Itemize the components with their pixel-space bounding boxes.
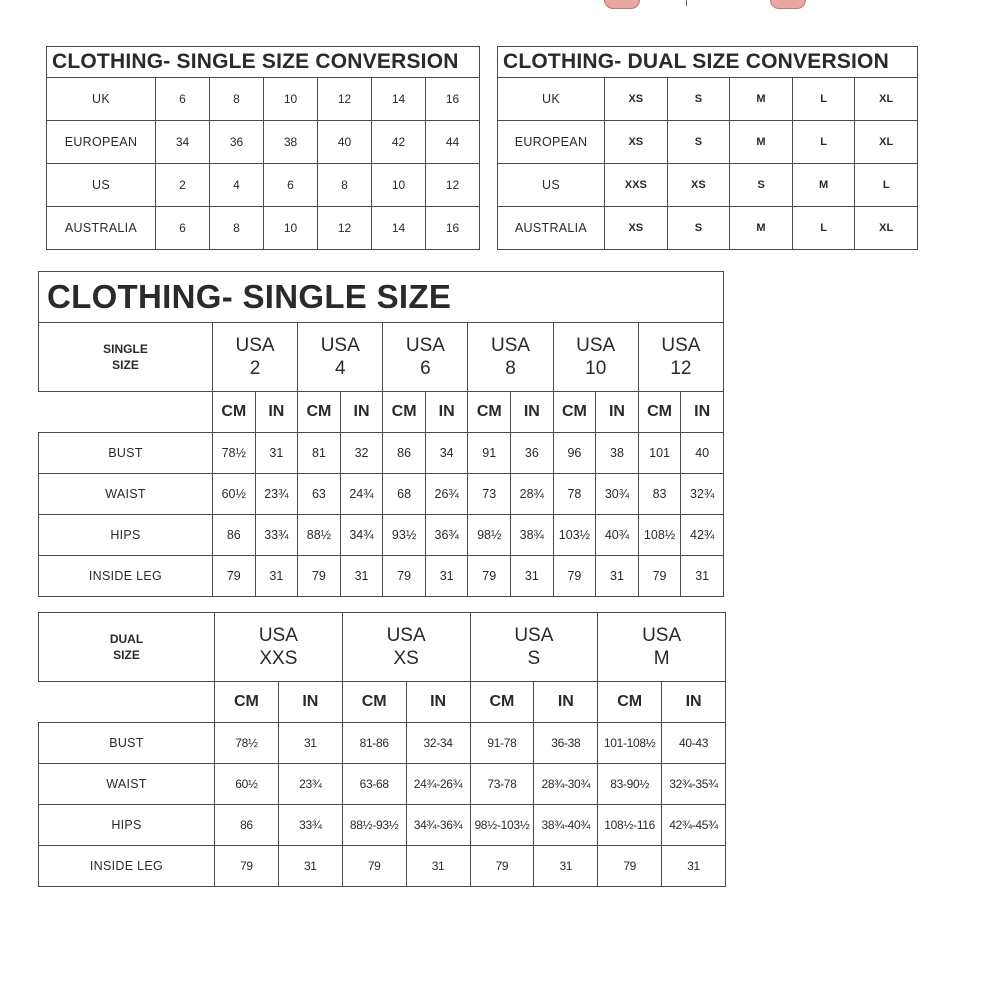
table-cell: 40 <box>681 433 724 474</box>
table-cell: 30¾ <box>596 474 639 515</box>
table-cell: 79 <box>215 846 279 887</box>
table-cell: 31 <box>662 846 726 887</box>
size-column-header <box>342 613 470 682</box>
table-cell: 42¾ <box>681 515 724 556</box>
table-cell: 23¾ <box>278 764 342 805</box>
single-conversion-title: CLOTHING- SINGLE SIZE CONVERSION <box>47 47 480 78</box>
table-row <box>39 846 726 887</box>
table-cell: 31 <box>425 556 468 597</box>
table-cell: 86 <box>215 805 279 846</box>
row-label: WAIST <box>39 474 213 515</box>
row-label: EUROPEAN <box>47 121 156 164</box>
row-label: UK <box>498 78 605 121</box>
size-number: 10 <box>585 358 607 379</box>
unit-cm: CM <box>598 682 662 723</box>
size-country: USA <box>642 625 682 646</box>
table-cell: XS <box>605 207 668 250</box>
blank-cell <box>39 392 213 433</box>
table-cell: 101 <box>638 433 681 474</box>
dual-size-header-label <box>39 613 215 682</box>
table-cell: XL <box>855 121 918 164</box>
table-cell: 31 <box>406 846 470 887</box>
unit-in: IN <box>681 392 724 433</box>
dual-size-conversion-table <box>497 46 918 250</box>
table-cell: 83-90½ <box>598 764 662 805</box>
size-column-header <box>383 323 468 392</box>
table-cell: 24¾-26¾ <box>406 764 470 805</box>
table-cell: 8 <box>210 207 264 250</box>
size-label: XXS <box>259 648 298 669</box>
table-cell: 103½ <box>553 515 596 556</box>
table-row <box>498 78 918 121</box>
header-line: SINGLE <box>103 342 148 356</box>
size-column-header <box>598 613 726 682</box>
table-cell: 34¾-36¾ <box>406 805 470 846</box>
size-country: USA <box>235 335 275 356</box>
table-cell: 36¾ <box>425 515 468 556</box>
header-line: SIZE <box>112 358 139 372</box>
header-line: DUAL <box>109 632 144 646</box>
table-cell: 60½ <box>213 474 256 515</box>
table-cell: 42¾-45¾ <box>662 805 726 846</box>
unit-cm: CM <box>342 682 406 723</box>
size-column-header <box>215 613 343 682</box>
table-cell: 36-38 <box>534 723 598 764</box>
unit-in: IN <box>340 392 383 433</box>
table-cell: 16 <box>426 78 480 121</box>
table-row <box>498 207 918 250</box>
table-cell: 79 <box>342 846 406 887</box>
unit-in: IN <box>596 392 639 433</box>
table-cell: 40-43 <box>662 723 726 764</box>
blank-cell <box>39 682 215 723</box>
table-row <box>39 805 726 846</box>
size-country: USA <box>320 335 360 356</box>
top-image-fragment-right <box>770 0 806 9</box>
unit-header-row <box>39 392 724 433</box>
unit-in: IN <box>534 682 598 723</box>
table-row <box>47 78 480 121</box>
table-cell: 63 <box>298 474 341 515</box>
table-cell: 38¾-40¾ <box>534 805 598 846</box>
table-cell: XS <box>667 164 730 207</box>
table-cell: 79 <box>598 846 662 887</box>
table-cell: 4 <box>210 164 264 207</box>
table-cell: 81-86 <box>342 723 406 764</box>
table-row <box>498 121 918 164</box>
single-size-title: CLOTHING- SINGLE SIZE <box>39 272 724 323</box>
header-line: SIZE <box>113 648 140 662</box>
table-row <box>39 764 726 805</box>
table-cell: 31 <box>278 846 342 887</box>
table-cell: 32-34 <box>406 723 470 764</box>
size-country: USA <box>386 625 426 646</box>
table-cell: 33¾ <box>255 515 298 556</box>
table-cell: 33¾ <box>278 805 342 846</box>
table-cell: 73 <box>468 474 511 515</box>
unit-cm: CM <box>298 392 341 433</box>
table-cell: S <box>667 78 730 121</box>
unit-in: IN <box>406 682 470 723</box>
table-cell: L <box>792 121 855 164</box>
size-country: USA <box>514 625 554 646</box>
size-number: 8 <box>505 358 516 379</box>
table-cell: 78½ <box>213 433 256 474</box>
table-cell: 16 <box>426 207 480 250</box>
table-cell: 32 <box>340 433 383 474</box>
table-cell: 68 <box>383 474 426 515</box>
table-cell: 31 <box>255 556 298 597</box>
unit-cm: CM <box>468 392 511 433</box>
table-cell: 78½ <box>215 723 279 764</box>
table-cell: 88½-93½ <box>342 805 406 846</box>
table-cell: 79 <box>553 556 596 597</box>
unit-header-row <box>39 682 726 723</box>
unit-in: IN <box>662 682 726 723</box>
size-label: M <box>653 648 670 669</box>
table-cell: 63-68 <box>342 764 406 805</box>
unit-cm: CM <box>638 392 681 433</box>
table-cell: 36 <box>210 121 264 164</box>
table-cell: 79 <box>470 846 534 887</box>
table-row <box>39 723 726 764</box>
table-cell: 78 <box>553 474 596 515</box>
table-cell: 86 <box>213 515 256 556</box>
table-cell: S <box>667 207 730 250</box>
table-cell: 93½ <box>383 515 426 556</box>
table-cell: 101-108½ <box>598 723 662 764</box>
size-country: USA <box>405 335 445 356</box>
dual-size-measurements-table <box>38 612 726 887</box>
top-divider-mark <box>686 0 687 6</box>
table-cell: L <box>792 78 855 121</box>
table-cell: 60½ <box>215 764 279 805</box>
size-column-header <box>470 613 598 682</box>
single-size-measurements-table <box>38 271 724 597</box>
unit-cm: CM <box>470 682 534 723</box>
table-cell: 28¾-30¾ <box>534 764 598 805</box>
table-cell: 10 <box>372 164 426 207</box>
table-cell: 6 <box>264 164 318 207</box>
row-label: HIPS <box>39 805 215 846</box>
size-country: USA <box>258 625 298 646</box>
table-cell: 6 <box>156 207 210 250</box>
table-cell: 31 <box>511 556 554 597</box>
table-cell: 31 <box>255 433 298 474</box>
table-cell: 14 <box>372 207 426 250</box>
row-label: US <box>47 164 156 207</box>
table-cell: 40¾ <box>596 515 639 556</box>
table-cell: 38 <box>264 121 318 164</box>
table-cell: 38 <box>596 433 639 474</box>
table-cell: 8 <box>210 78 264 121</box>
table-cell: 26¾ <box>425 474 468 515</box>
table-cell: 12 <box>318 78 372 121</box>
table-cell: 108½ <box>638 515 681 556</box>
table-cell: M <box>730 121 793 164</box>
table-row <box>39 556 724 597</box>
table-cell: 24¾ <box>340 474 383 515</box>
row-label: BUST <box>39 433 213 474</box>
unit-in: IN <box>511 392 554 433</box>
unit-in: IN <box>278 682 342 723</box>
table-cell: 98½-103½ <box>470 805 534 846</box>
single-size-header-label <box>39 323 213 392</box>
row-label: INSIDE LEG <box>39 556 213 597</box>
table-cell: 31 <box>278 723 342 764</box>
table-row <box>39 515 724 556</box>
table-cell: 83 <box>638 474 681 515</box>
table-cell: 32¾-35¾ <box>662 764 726 805</box>
size-number: 2 <box>249 358 261 379</box>
table-cell: 79 <box>383 556 426 597</box>
table-cell: 91-78 <box>470 723 534 764</box>
table-row <box>47 121 480 164</box>
table-cell: 38¾ <box>511 515 554 556</box>
table-cell: 31 <box>596 556 639 597</box>
table-cell: L <box>855 164 918 207</box>
table-cell: XS <box>605 121 668 164</box>
table-cell: 31 <box>340 556 383 597</box>
table-cell: 96 <box>553 433 596 474</box>
table-row <box>39 474 724 515</box>
size-column-header <box>553 323 638 392</box>
row-label: WAIST <box>39 764 215 805</box>
table-cell: 79 <box>638 556 681 597</box>
table-cell: 36 <box>511 433 554 474</box>
table-cell: 31 <box>681 556 724 597</box>
table-cell: 79 <box>213 556 256 597</box>
table-cell: 98½ <box>468 515 511 556</box>
table-cell: 14 <box>372 78 426 121</box>
table-row <box>498 164 918 207</box>
table-cell: 32¾ <box>681 474 724 515</box>
table-cell: 86 <box>383 433 426 474</box>
table-cell: S <box>730 164 793 207</box>
size-header-row <box>39 323 724 392</box>
unit-in: IN <box>255 392 298 433</box>
size-header-row <box>39 613 726 682</box>
row-label: EUROPEAN <box>498 121 605 164</box>
row-label: AUSTRALIA <box>498 207 605 250</box>
size-number: 4 <box>334 358 346 379</box>
table-cell: 10 <box>264 207 318 250</box>
single-size-conversion-table <box>46 46 480 250</box>
size-label: XS <box>393 648 419 669</box>
table-cell: XL <box>855 78 918 121</box>
table-cell: 79 <box>468 556 511 597</box>
dual-conversion-title: CLOTHING- DUAL SIZE CONVERSION <box>498 47 918 78</box>
table-cell: 81 <box>298 433 341 474</box>
size-column-header <box>298 323 383 392</box>
table-cell: M <box>730 78 793 121</box>
size-country: USA <box>661 335 701 356</box>
size-column-header <box>213 323 298 392</box>
table-row <box>47 207 480 250</box>
unit-cm: CM <box>553 392 596 433</box>
table-cell: 73-78 <box>470 764 534 805</box>
unit-cm: CM <box>215 682 279 723</box>
size-number: 6 <box>420 358 431 379</box>
table-cell: L <box>792 207 855 250</box>
row-label: UK <box>47 78 156 121</box>
table-row <box>47 164 480 207</box>
table-cell: 31 <box>534 846 598 887</box>
table-cell: 40 <box>318 121 372 164</box>
table-cell: 34¾ <box>340 515 383 556</box>
table-cell: 12 <box>426 164 480 207</box>
table-cell: S <box>667 121 730 164</box>
size-label: S <box>527 648 541 669</box>
table-cell: 8 <box>318 164 372 207</box>
row-label: BUST <box>39 723 215 764</box>
table-row <box>39 433 724 474</box>
table-cell: XS <box>605 78 668 121</box>
unit-in: IN <box>425 392 468 433</box>
table-cell: 28¾ <box>511 474 554 515</box>
size-column-header <box>638 323 723 392</box>
table-cell: XL <box>855 207 918 250</box>
row-label: INSIDE LEG <box>39 846 215 887</box>
row-label: US <box>498 164 605 207</box>
unit-cm: CM <box>383 392 426 433</box>
table-cell: M <box>792 164 855 207</box>
table-cell: 34 <box>425 433 468 474</box>
table-cell: XXS <box>605 164 668 207</box>
table-cell: 42 <box>372 121 426 164</box>
table-cell: 44 <box>426 121 480 164</box>
size-column-header <box>468 323 553 392</box>
table-cell: 91 <box>468 433 511 474</box>
table-cell: 2 <box>156 164 210 207</box>
size-number: 12 <box>670 358 692 379</box>
table-cell: M <box>730 207 793 250</box>
table-cell: 108½-116 <box>598 805 662 846</box>
top-image-fragment-left <box>604 0 640 9</box>
size-country: USA <box>491 335 531 356</box>
row-label: AUSTRALIA <box>47 207 156 250</box>
size-country: USA <box>576 335 616 356</box>
unit-cm: CM <box>213 392 256 433</box>
table-cell: 12 <box>318 207 372 250</box>
table-cell: 79 <box>298 556 341 597</box>
table-cell: 34 <box>156 121 210 164</box>
table-cell: 23¾ <box>255 474 298 515</box>
table-cell: 88½ <box>298 515 341 556</box>
table-cell: 10 <box>264 78 318 121</box>
table-cell: 6 <box>156 78 210 121</box>
row-label: HIPS <box>39 515 213 556</box>
